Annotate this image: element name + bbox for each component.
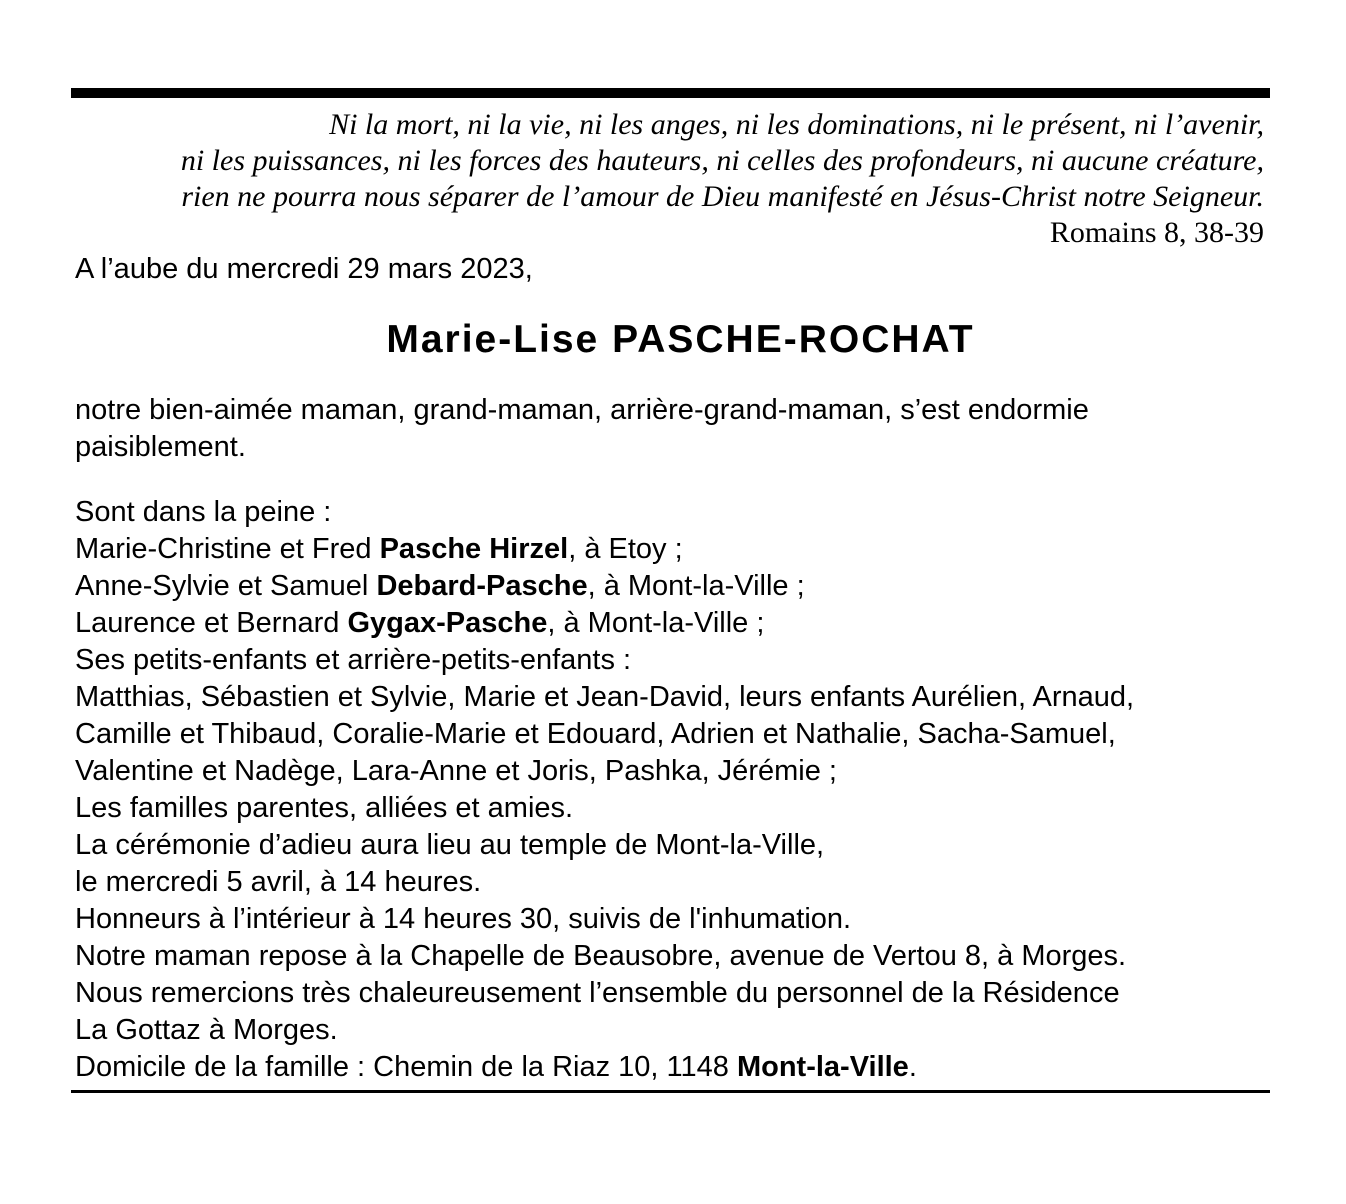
child-entry: Anne-Sylvie et Samuel Debard-Pasche, à Mont-la-Ville ;: [75, 570, 805, 602]
bible-verse: [71, 107, 1270, 215]
intro-line: A l’aube du mercredi 29 mars 2023,: [75, 253, 533, 285]
verse-line: ni les puissances, ni les forces des hauteurs, ni celles des profondeurs, ni aucune créature,: [180, 144, 1264, 177]
ceremony-line: Notre maman repose à la Chapelle de Beausobre, avenue de Vertou 8, à Morges.: [75, 940, 1127, 972]
child-surname: Debard-Pasche: [376, 570, 588, 602]
grandchildren-line: Matthias, Sébastien et Sylvie, Marie et Jean-David, leurs enfants Aurélien, Arnaud,: [75, 681, 1135, 713]
verse-line: rien ne pourra nous séparer de l’amour de Dieu manifesté en Jésus-Christ notre Seigneur.: [181, 180, 1264, 213]
child-surname: Pasche Hirzel: [379, 533, 569, 565]
child-entry: Marie-Christine et Fred Pasche Hirzel, à Etoy ;: [75, 533, 683, 565]
announcement: [71, 392, 1270, 466]
ceremony-line: La cérémonie d’adieu aura lieu au temple de Mont-la-Ville,: [75, 829, 825, 861]
domicile-line: Domicile de la famille : Chemin de la Riaz 10, 1148 Mont-la-Ville.: [75, 1051, 917, 1083]
family-section: [71, 494, 1270, 1086]
grandchildren-line: Valentine et Nadège, Lara-Anne et Joris, Pashka, Jérémie ;: [75, 755, 837, 787]
bottom-rule: [71, 1090, 1270, 1093]
ceremony-line: La Gottaz à Morges.: [75, 1014, 338, 1046]
top-rule: [71, 88, 1270, 98]
ceremony-line: Honneurs à l’intérieur à 14 heures 30, suivis de l'inhumation.: [75, 903, 852, 935]
announcement-line: notre bien-aimée maman, grand-maman, arrière-grand-maman, s’est endormie: [75, 394, 1089, 426]
deceased-name: Marie-Lise PASCHE-ROCHAT: [386, 318, 975, 361]
child-surname: Gygax-Pasche: [347, 607, 548, 639]
families-line: Les familles parentes, alliées et amies.: [75, 792, 574, 824]
obituary-notice: [71, 88, 1270, 1093]
mourners-heading: Sont dans la peine :: [75, 496, 332, 528]
child-entry: Laurence et Bernard Gygax-Pasche, à Mont-la-Ville ;: [75, 607, 765, 639]
ceremony-line: le mercredi 5 avril, à 14 heures.: [75, 866, 482, 898]
announcement-line: paisiblement.: [75, 431, 246, 463]
ceremony-line: Nous remercions très chaleureusement l’ensemble du personnel de la Résidence: [75, 977, 1120, 1009]
domicile-town: Mont-la-Ville: [736, 1051, 909, 1083]
verse-line: Ni la mort, ni la vie, ni les anges, ni les dominations, ni le présent, ni l’avenir,: [329, 108, 1264, 141]
grandchildren-heading: Ses petits-enfants et arrière-petits-enfants :: [75, 644, 632, 676]
grandchildren-line: Camille et Thibaud, Coralie-Marie et Edouard, Adrien et Nathalie, Sacha-Samuel,: [75, 718, 1116, 750]
verse-reference: Romains 8, 38-39: [1049, 216, 1264, 249]
